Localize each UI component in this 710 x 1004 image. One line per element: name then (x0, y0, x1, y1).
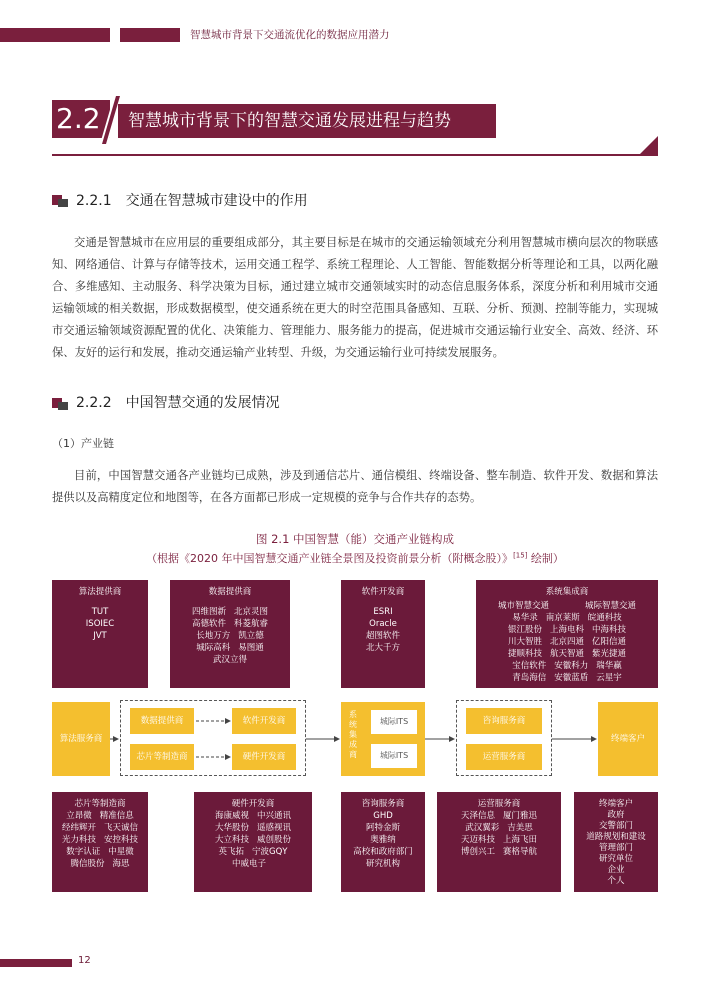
list-item: 中威电子 (231, 859, 266, 869)
list-item: 海思 (112, 859, 130, 869)
operations-box: 运营服务商 天泽信息 厦门雅迅 武汉翼彩 吉美思 天迈科技 上海飞田 博创兴工 赛格导航 (437, 792, 561, 892)
subsection-2-title: 中国智慧交通的发展情况 (125, 395, 280, 411)
list-row (194, 810, 312, 822)
section-title: 智慧城市背景下的智慧交通发展进程与趋势 (118, 104, 496, 138)
list-item: 武汉翼彩 (465, 823, 500, 833)
algo-provider-box: 算法提供商 TUT ISOIEC JVT (52, 580, 148, 688)
list-item: 腾信股份 (70, 859, 105, 869)
list-item: 立昂微 (66, 811, 92, 821)
list-row (476, 624, 658, 636)
list-row (476, 636, 658, 648)
software-dev-box: 软件开发商 ESRI Oracle 超图软件 北大千方 (341, 580, 425, 688)
list-item: 安徽蓝盾 (554, 673, 589, 683)
end-client-mid-box: 终端客户 (598, 702, 658, 776)
subsection-1-title: 交通在智慧城市建设中的作用 (125, 193, 308, 209)
figure-reference: [15] (513, 551, 528, 560)
chip-maker-box: 芯片等制造商 立昂微 精准信息 经纬辉开 飞天诚信 光力科技 安控科技 数字认证 中星微 腾信股份 海思 (52, 792, 148, 892)
list-row (476, 672, 658, 684)
list-item: 大华股份 (214, 823, 249, 833)
list-row (52, 810, 148, 822)
list-item: 厦门雅迅 (503, 811, 538, 821)
list-item: 经纬辉开 (61, 823, 96, 833)
list-row (437, 834, 561, 846)
header-bar-left (0, 28, 110, 42)
section-corner-triangle (640, 136, 658, 154)
list-row (194, 846, 312, 858)
list-item: 中星微 (108, 847, 134, 857)
list-item: 云星宇 (596, 673, 622, 683)
its-box-2: 城际ITS (371, 744, 417, 768)
list-row (437, 822, 561, 834)
list-row (52, 846, 148, 858)
list-item: 宁波GQY (252, 847, 288, 857)
list-item: 川大智胜 (507, 637, 542, 647)
list-item: 天泽信息 (460, 811, 495, 821)
subsection-icon (52, 195, 70, 207)
software-dev-mid-box: 软件开发商 (232, 708, 296, 734)
header-title: 智慧城市背景下交通流优化的数据应用潜力 (190, 29, 390, 41)
list-item: 瑞华赢 (596, 661, 622, 671)
list-item: 银江股份 (507, 625, 542, 635)
list-item: 精准信息 (99, 811, 134, 821)
list-item: 安徽科力 (554, 661, 589, 671)
list-item: 紫光捷通 (592, 649, 627, 659)
header-bar-mid (120, 28, 180, 42)
connector-arrows (0, 690, 710, 790)
subsection-1-number: 2.2.1 (76, 193, 112, 209)
list-item: 博创兴工 (460, 847, 495, 857)
list-item: 北京四通 (549, 637, 584, 647)
end-client-box: 终端客户 政府 交警部门 道路规划和建设 管理部门 研究单位 企业 个人 (574, 792, 658, 892)
algo-service-box: 算法服务商 (52, 702, 110, 776)
subsection-2-number: 2.2.2 (76, 395, 112, 411)
section-number: 2.2 (52, 100, 110, 138)
list-row (194, 858, 312, 870)
data-provider-box: 数据提供商 四维图新 北京灵图 高德软件 科菱航睿 长地万方 凯立德 城际高科 易图通 武汉立得 (170, 580, 290, 688)
subsection-icon (52, 398, 70, 410)
list-item: 数字认证 (66, 847, 101, 857)
consult-box: 咨询服务商 GHD 阿特金斯 奥雅纳 高校和政府部门 研究机构 (341, 792, 425, 892)
list-row (476, 612, 658, 624)
subsection-1-heading (76, 192, 308, 210)
chip-maker-mid-box: 芯片等制造商 (130, 744, 194, 770)
list-item: 大立科技 (214, 835, 249, 845)
page-number: 12 (78, 955, 91, 966)
list-item: 亿阳信通 (592, 637, 627, 647)
list-item: 吉美思 (507, 823, 533, 833)
hardware-dev-box: 硬件开发商 海康威视 中兴通讯 大华股份 遥感视讯 大立科技 威创股份 英飞拓 宁波GQY 中威电子 (194, 792, 312, 892)
list-row (194, 822, 312, 834)
list-row (52, 858, 148, 870)
list-item: 宝信软件 (512, 661, 547, 671)
list-item: 光力科技 (61, 835, 96, 845)
list-item: 遥感视讯 (257, 823, 292, 833)
footer-bar (0, 959, 72, 967)
item-heading: （1）产业链 (52, 437, 114, 450)
list-item: 捷顺科技 (507, 649, 542, 659)
list-item: 飞天诚信 (104, 823, 139, 833)
system-integrator-box: 系统集成商 城市智慧交通 城际智慧交通 易华录 南京莱斯 皖通科技 银江股份 上海电科 中海科技 川大智胜 北京四通 亿阳信通 捷顺科技 航天智通 紫光捷通 宝信软件 安徽科力 瑞华赢 青岛海信 安徽蓝盾 云星宇 (476, 580, 658, 688)
list-item: 海康威视 (214, 811, 249, 821)
data-provider-mid-box: 数据提供商 (130, 708, 194, 734)
operate-mid-box: 运营服务商 (466, 744, 542, 770)
list-item: 天迈科技 (460, 835, 495, 845)
list-item: 安控科技 (104, 835, 139, 845)
list-row (437, 810, 561, 822)
list-item: 航天智通 (549, 649, 584, 659)
figure-title: 图 2.1 中国智慧（能）交通产业链构成 (255, 532, 455, 546)
subsection-2-heading (76, 394, 280, 412)
list-item: 皖通科技 (587, 613, 622, 623)
list-item: 南京莱斯 (545, 613, 580, 623)
list-item: 英飞拓 (218, 847, 245, 857)
list-row (194, 834, 312, 846)
list-item: 易华录 (512, 613, 538, 623)
hardware-dev-mid-box: 硬件开发商 (232, 744, 296, 770)
list-row (52, 834, 148, 846)
integrator-label: 系统集成商 (349, 710, 357, 759)
list-item: 上海飞田 (503, 835, 538, 845)
figure-subtitle: （根据《2020 年中国智慧交通产业链全景图及投资前景分析（附概念股）》[15] 绘制） (146, 551, 564, 565)
subsection-1-body: 交通是智慧城市在应用层的重要组成部分，其主要目标是在城市的交通运输领域充分利用智慧城市横向层次的物联感知、网络通信、计算与存储等技术，运用交通工程学、系统工程理论、人工智能、智能数据分析等理论和工具，以两化融合、多维感知、主动服务、科学决策为目标，通过建立城市交通领域实时的动态信息服务体系，深度分析和利用城市交通运输领域的相关数据，形成数据模型，使交通系统在更大的时空范围具备感知、互联、分析、预测、控制等能力，实现城市交通运输领域资源配置的优化、决策能力、管理能力、服务能力的提高，促进城市交通运输行业安全、高效、经济、环保、友好的运行和发展，推动交通运输产业转型、升级，为交通运输行业可持续发展服务。 (52, 236, 658, 359)
list-row (52, 822, 148, 834)
consult-mid-box: 咨询服务商 (466, 708, 542, 734)
list-item: 中兴通讯 (257, 811, 292, 821)
section-rule (52, 154, 658, 156)
list-row (476, 648, 658, 660)
list-item: 上海电科 (549, 625, 584, 635)
list-row (476, 660, 658, 672)
subsection-2-body: 目前，中国智慧交通各产业链均已成熟，涉及到通信芯片、通信模组、终端设备、整车制造、软件开发、数据和算法提供以及高精度定位和地图等，在各方面都已形成一定规模的竞争与合作共存的态势。 (52, 469, 658, 504)
list-item: 青岛海信 (512, 673, 547, 683)
list-item: 赛格导航 (503, 847, 538, 857)
its-box-1: 城际ITS (371, 710, 417, 734)
list-item: 中海科技 (592, 625, 627, 635)
list-item: 威创股份 (257, 835, 292, 845)
list-row (437, 846, 561, 858)
